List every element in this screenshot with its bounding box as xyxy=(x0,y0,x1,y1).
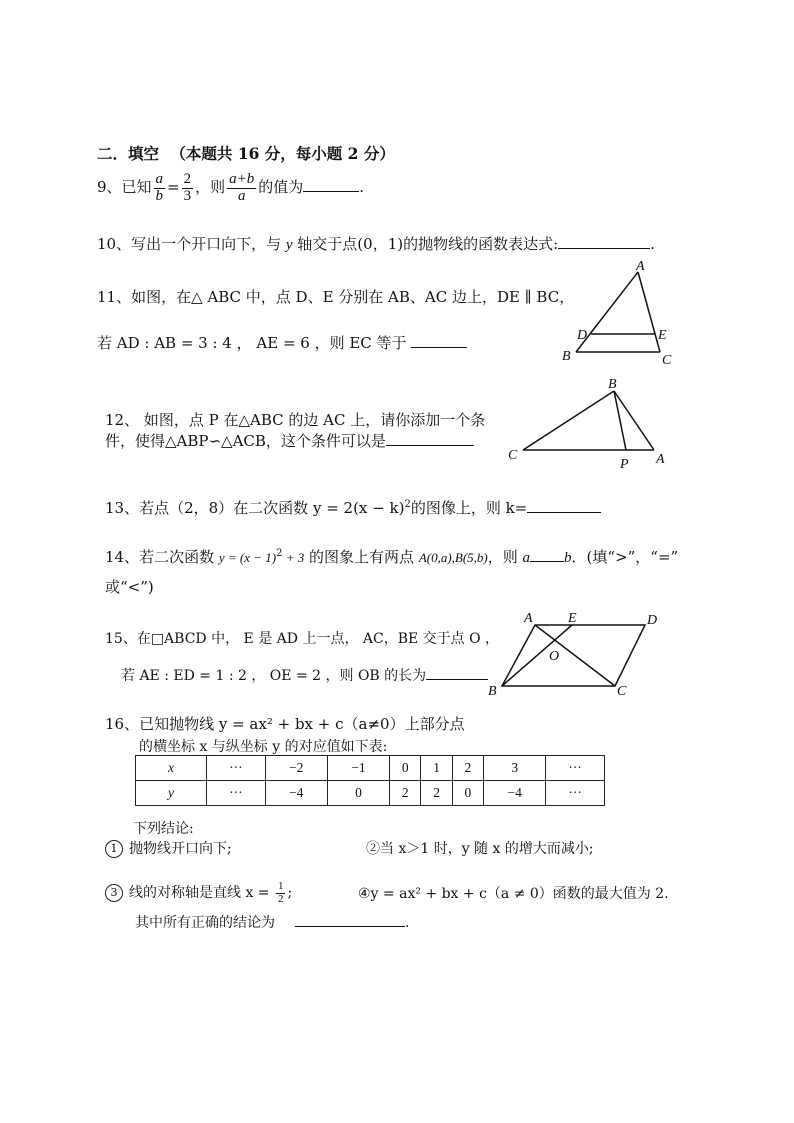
table-cell: 0 xyxy=(327,781,389,806)
q14-text-4: ．(填“>”，“=” xyxy=(571,548,679,566)
table-row xyxy=(136,781,605,806)
q16-conclusion-3 xyxy=(105,880,292,906)
table-row xyxy=(136,756,605,781)
q9-mid: ，则 xyxy=(195,178,226,196)
section-heading: 二．填空 xyxy=(97,144,160,163)
q12-label-p: P xyxy=(620,457,629,472)
q16-circle-3: 3 xyxy=(105,884,123,902)
table-cell: 1 xyxy=(421,756,452,781)
q15-label-a: A xyxy=(524,611,533,626)
table-cell: −4 xyxy=(265,781,327,806)
q12-label-a: A xyxy=(656,452,665,467)
q11-side-ab xyxy=(576,272,638,352)
question-10 xyxy=(97,233,655,254)
q11-line-2 xyxy=(97,332,467,353)
table-cell: 2 xyxy=(390,781,421,806)
q15-parallelogram-figure xyxy=(502,625,645,686)
q16-conclusion-2: ②当 x＞1 时，y 随 x 的增大而减小; xyxy=(366,841,594,857)
q16-final-text: 其中所有正确的结论为 xyxy=(135,915,275,931)
q14-text-3: ，则 xyxy=(487,548,523,566)
q9-prefix: 9、已知 xyxy=(97,178,152,196)
q16-line-2: 的横坐标 x 与纵坐标 y 的对应值如下表: xyxy=(139,739,388,755)
q15-line-2 xyxy=(121,665,488,685)
q9-fraction-sum: $\frac{a+b}{a}$ xyxy=(229,170,255,204)
table-cell: ··· xyxy=(546,756,605,781)
q11-line-1: 11、如图，在△ ABC 中，点 D、E 分别在 AB、AC 边上，DE ∥ BC， xyxy=(97,288,575,306)
table-y-label: y xyxy=(136,781,207,806)
q10-var: y xyxy=(285,237,293,253)
q15-answer-blank[interactable] xyxy=(426,665,488,680)
q14-points: A(0,a),B(5,b) xyxy=(418,550,488,565)
q16-value-table xyxy=(135,755,605,806)
q11-label-b: B xyxy=(562,349,571,364)
table-cell: −4 xyxy=(484,781,546,806)
q14-answer-blank[interactable] xyxy=(530,547,564,562)
q11-label-d: D xyxy=(577,328,588,343)
q11-label-e: E xyxy=(658,328,667,343)
table-cell: 2 xyxy=(452,756,483,781)
question-13 xyxy=(105,497,601,518)
question-9 xyxy=(97,168,364,206)
q13-formula: y = 2(x − k) xyxy=(312,499,405,517)
q16-conclusion-1 xyxy=(105,838,232,858)
q16-answer-blank[interactable] xyxy=(295,912,405,927)
table-cell: ··· xyxy=(546,781,605,806)
table-cell: ··· xyxy=(207,756,266,781)
q10-text-2: 轴交于点(0，1)的抛物线的函数表达式: xyxy=(292,235,559,253)
q13-text-1: 13、若点（2，8）在二次函数 xyxy=(105,499,313,517)
table-cell: 0 xyxy=(390,756,421,781)
q16-c1-text: 抛物线开口向下; xyxy=(129,841,232,857)
q9-answer-blank[interactable] xyxy=(303,177,359,192)
q14-a: a xyxy=(522,550,531,566)
q16-line-1: 16、已知抛物线 y = ax² + bx + c（a≠0）上部分点 xyxy=(105,715,465,733)
q12-line-2 xyxy=(105,430,474,451)
q12-line-2-text: 件，使得△ABP∽△ACB，这个条件可以是 xyxy=(105,432,386,450)
q9-fraction-a-b: $\frac{a}{b}$ xyxy=(155,170,164,204)
q11-label-c: C xyxy=(662,353,672,368)
q11-label-a: A xyxy=(636,259,645,274)
q12-triangle-figure xyxy=(523,391,654,450)
q15-label-e: E xyxy=(568,611,577,626)
table-cell: 3 xyxy=(484,756,546,781)
q14-square: 2 xyxy=(276,548,283,559)
q14-text-2: 的图象上有两点 xyxy=(304,548,419,566)
q10-end: . xyxy=(650,235,655,253)
q12-label-b: B xyxy=(608,377,617,392)
q9-equals: = xyxy=(167,178,180,196)
q15-label-c: C xyxy=(617,684,627,699)
q11-side-ac xyxy=(638,272,660,352)
q14-formula: y = (x − 1) xyxy=(218,550,277,565)
q16-c3-text: 线的对称轴是直线 x = xyxy=(129,885,274,901)
table-cell: 0 xyxy=(452,781,483,806)
q9-suffix: 的值为 xyxy=(258,178,304,196)
q12-label-c: C xyxy=(508,448,518,463)
section-note: （本题共 16 分，每小题 2 分） xyxy=(170,144,395,163)
q14-line-2: 或“<”) xyxy=(105,578,154,596)
q10-answer-blank[interactable] xyxy=(558,234,650,249)
table-cell: ··· xyxy=(207,781,266,806)
q10-text-1: 10、写出一个开口向下，与 xyxy=(97,235,286,253)
question-14-line-1 xyxy=(105,546,678,567)
q15-label-b: B xyxy=(488,684,497,699)
q13-answer-blank[interactable] xyxy=(527,498,601,513)
q16-final-line xyxy=(135,912,409,932)
q16-circle-1: 1 xyxy=(105,840,123,858)
q13-text-2: 的图像上，则 k= xyxy=(410,499,528,517)
q12-answer-blank[interactable] xyxy=(386,431,474,446)
q14-formula-2: + 3 xyxy=(282,550,305,565)
q15-line-1: 15、在□ABCD 中， E 是 AD 上一点， AC，BE 交于点 O ， xyxy=(105,631,500,647)
q16-final-end: . xyxy=(405,915,410,931)
table-cell: −1 xyxy=(327,756,389,781)
q14-text-1: 14、若二次函数 xyxy=(105,548,219,566)
q16-half-fraction: $\frac{1}{2}$ xyxy=(277,879,284,905)
q16-conclusion-4: ④y = ax² + bx + c（a ≠ 0）函数的最大值为 2. xyxy=(358,886,669,902)
q16-conclusions-title: 下列结论: xyxy=(133,821,194,837)
q15-label-d: D xyxy=(647,613,658,628)
table-x-label: x xyxy=(136,756,207,781)
q9-end: . xyxy=(359,178,365,196)
q15-line-2-text: 若 AE : ED = 1 : 2 ， OE = 2 ，则 OB 的长为 xyxy=(121,668,427,684)
q9-fraction-2-3: $\frac{2}{3}$ xyxy=(183,170,192,204)
table-cell: 2 xyxy=(421,781,452,806)
q11-answer-blank[interactable] xyxy=(411,333,467,348)
table-cell: −2 xyxy=(265,756,327,781)
q11-line-2-text: 若 AD : AB = 3 : 4 ， AE = 6 ，则 EC 等于 xyxy=(97,334,407,352)
q15-label-o: O xyxy=(549,649,560,664)
q13-square: 2 xyxy=(404,499,411,510)
section-title xyxy=(97,142,395,164)
q12-line-1: 12、 如图，点 P 在△ABC 的边 AC 上，请你添加一个条 xyxy=(105,411,486,429)
q16-c3-end: ; xyxy=(287,885,293,901)
q14-b: b xyxy=(564,550,572,566)
